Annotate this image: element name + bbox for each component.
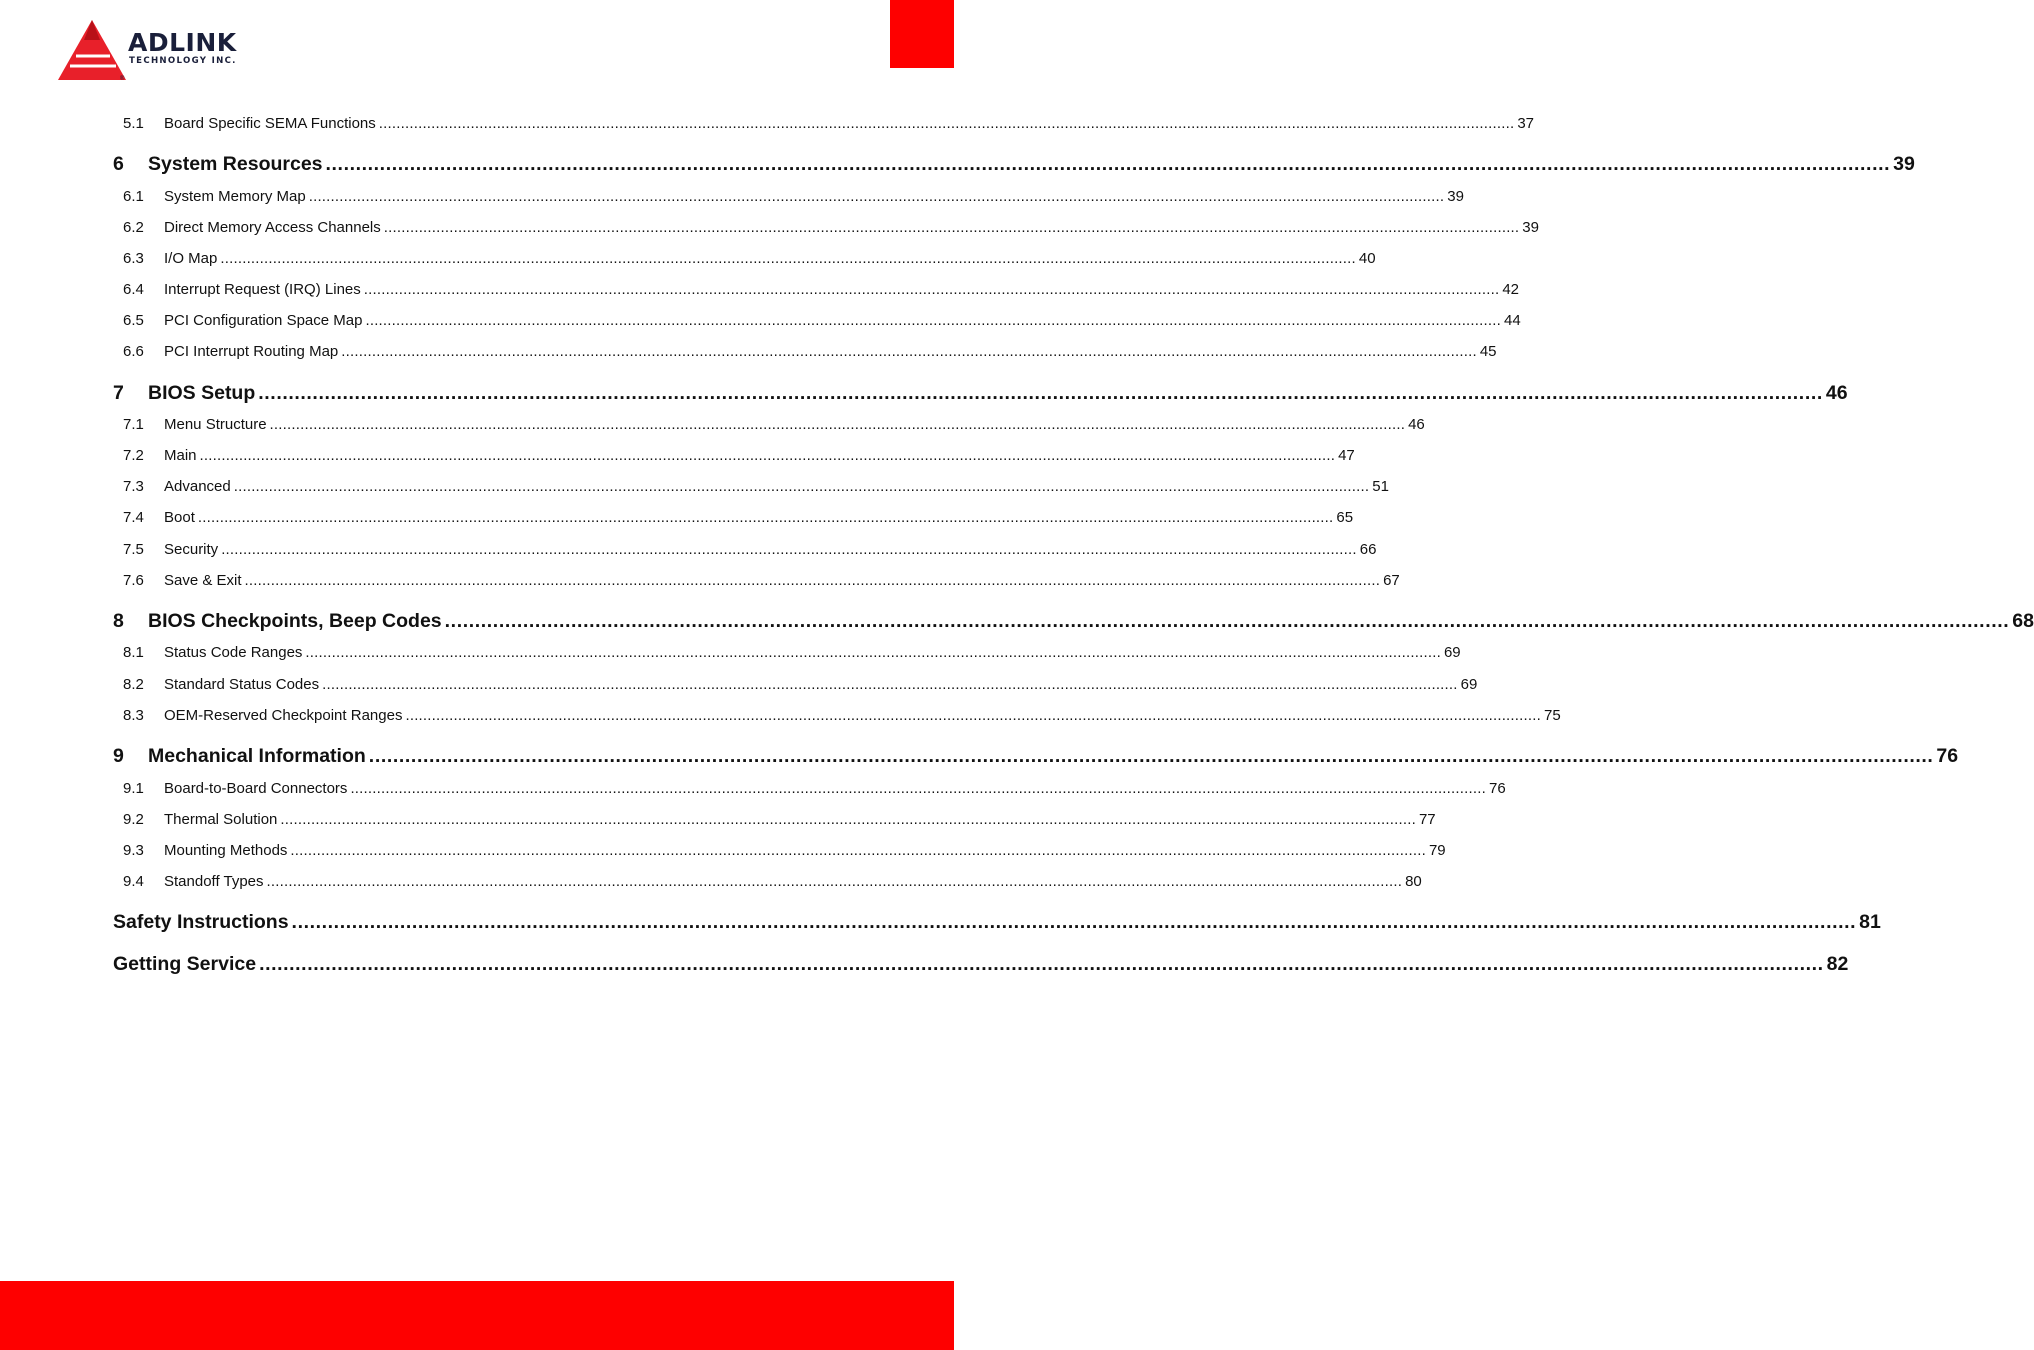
toc-dot-leader: .................................................................................................................................................................................................................................................................... [444, 610, 2010, 632]
toc-section-entry[interactable] [113, 675, 1478, 695]
toc-section-entry[interactable] [113, 218, 1539, 238]
toc-dot-leader: .................................................................................................................................................................................................................................................................... [259, 953, 1824, 975]
toc-section-entry[interactable] [113, 249, 1376, 269]
toc-entry-number: 8.3 [123, 707, 144, 724]
toc-entry-number: 6 [113, 153, 124, 175]
toc-page-number: 39 [1447, 188, 1464, 205]
toc-page-number: 82 [1826, 953, 1849, 975]
toc-entry-title: Board-to-Board Connectors [164, 780, 348, 797]
toc-entry-number: 7.6 [123, 572, 144, 589]
toc-entry-number: 9 [113, 745, 124, 767]
toc-entry-number: 7 [113, 382, 124, 404]
toc-entry-number: 7.2 [123, 447, 144, 464]
toc-page-number: 67 [1383, 572, 1400, 589]
toc-page-number: 45 [1479, 343, 1497, 360]
corner-tab [890, 0, 954, 68]
toc-dot-leader: .................................................................................................................................................................................................................................................................... [368, 745, 1934, 767]
toc-dot-leader: .................................................................................................................................................................................................................................................................... [405, 707, 1541, 724]
toc-page-number: 37 [1517, 115, 1534, 132]
toc-page-number: 51 [1372, 478, 1389, 495]
toc-dot-leader: .................................................................................................................................................................................................................................................................... [378, 115, 1515, 132]
toc-section-entry[interactable] [113, 508, 1354, 528]
toc-page-number: 68 [2012, 610, 2034, 632]
toc-entry-title: Mounting Methods [164, 842, 288, 859]
logo-subtitle: TECHNOLOGY INC. [129, 56, 237, 66]
toc-section-entry[interactable] [113, 415, 1425, 435]
toc-section-entry[interactable] [113, 540, 1377, 560]
toc-entry-title: Save & Exit [164, 572, 242, 589]
toc-entry-title: Standoff Types [164, 873, 264, 890]
toc-dot-leader: .................................................................................................................................................................................................................................................................... [322, 676, 1458, 693]
toc-dot-leader: .................................................................................................................................................................................................................................................................... [341, 343, 1477, 360]
toc-entry-number: 8 [113, 610, 124, 632]
toc-dot-leader: .................................................................................................................................................................................................................................................................... [258, 382, 1823, 404]
toc-section-entry[interactable] [113, 779, 1506, 799]
toc-entry-number: 6.1 [123, 188, 144, 205]
toc-dot-leader: .................................................................................................................................................................................................................................................................... [199, 447, 1336, 464]
toc-page-number: 44 [1504, 312, 1521, 329]
toc-dot-leader: .................................................................................................................................................................................................................................................................... [197, 509, 1334, 526]
toc-section-entry[interactable] [113, 643, 1461, 663]
toc-entry-title: Security [164, 541, 219, 558]
adlink-logo [56, 18, 276, 86]
toc-dot-leader: .................................................................................................................................................................................................................................................................... [244, 572, 1381, 589]
toc-section-entry[interactable] [113, 187, 1464, 207]
toc-entry-number: 6.2 [123, 219, 144, 236]
toc-entry-title: Mechanical Information [148, 745, 366, 767]
toc-dot-leader: .................................................................................................................................................................................................................................................................... [233, 478, 1370, 495]
toc-dot-leader: .................................................................................................................................................................................................................................................................... [363, 281, 1500, 298]
toc-entry-title: BIOS Setup [148, 382, 256, 404]
toc-page-number: 69 [1443, 644, 1461, 661]
toc-chapter-entry[interactable] [113, 380, 1848, 406]
toc-dot-leader: .................................................................................................................................................................................................................................................................... [325, 153, 1891, 175]
toc-entry-title: BIOS Checkpoints, Beep Codes [148, 610, 442, 632]
toc-page-number: 75 [1544, 707, 1561, 724]
toc-entry-title: Getting Service [113, 953, 257, 975]
toc-page-number: 79 [1428, 842, 1446, 859]
toc-section-entry[interactable] [113, 280, 1519, 300]
toc-entry-title: I/O Map [164, 250, 218, 267]
toc-entry-number: 7.3 [123, 478, 144, 495]
toc-entry-title: Safety Instructions [113, 911, 289, 933]
toc-entry-number: 9.2 [123, 811, 144, 828]
toc-entry-title: Advanced [164, 478, 231, 495]
toc-entry-title: Menu Structure [164, 416, 267, 433]
footer-bar [0, 1281, 954, 1350]
toc-section-entry[interactable] [113, 446, 1355, 466]
toc-page-number: 39 [1893, 153, 1915, 175]
toc-page-number: 46 [1825, 382, 1848, 404]
toc-dot-leader: .................................................................................................................................................................................................................................................................... [280, 811, 1416, 828]
toc-page-number: 46 [1408, 416, 1425, 433]
toc-entry-number: 6.5 [123, 312, 144, 329]
toc-entry-title: Main [164, 447, 197, 464]
toc-page-number: 76 [1936, 745, 1959, 767]
toc-page-number: 80 [1405, 873, 1422, 890]
toc-entry-number: 8.1 [123, 644, 144, 661]
toc-section-entry[interactable] [113, 571, 1400, 591]
toc-page-number: 47 [1338, 447, 1355, 464]
toc-section-entry[interactable] [113, 477, 1389, 497]
toc-dot-leader: .................................................................................................................................................................................................................................................................... [365, 312, 1501, 329]
toc-section-entry[interactable] [113, 311, 1521, 331]
toc-page-number: 76 [1488, 780, 1506, 797]
logo-triangle-icon [56, 18, 128, 86]
toc-entry-number: 8.2 [123, 676, 144, 693]
toc-entry-number: 6.6 [123, 343, 144, 360]
toc-page-number: 77 [1418, 811, 1436, 828]
toc-section-entry[interactable] [113, 810, 1436, 830]
toc-entry-title: Direct Memory Access Channels [164, 219, 381, 236]
toc-entry-number: 9.4 [123, 873, 144, 890]
toc-dot-leader: .................................................................................................................................................................................................................................................................... [269, 416, 1406, 433]
toc-entry-title: Standard Status Codes [164, 676, 320, 693]
toc-entry-number: 9.3 [123, 842, 144, 859]
logo-registered-mark: ® [120, 76, 125, 82]
toc-entry-number: 7.1 [123, 416, 144, 433]
toc-entry-title: Boot [164, 509, 195, 526]
toc-entry-title: Board Specific SEMA Functions [164, 115, 376, 132]
toc-entry-number: 7.4 [123, 509, 144, 526]
toc-dot-leader: .................................................................................................................................................................................................................................................................... [350, 780, 1486, 797]
toc-section-entry[interactable] [113, 706, 1561, 726]
toc-chapter-entry[interactable] [113, 743, 1959, 769]
toc-page-number: 66 [1359, 541, 1377, 558]
logo-wordmark: ADLINK [128, 28, 237, 57]
toc-entry-title: OEM-Reserved Checkpoint Ranges [164, 707, 403, 724]
toc-section-entry[interactable] [113, 342, 1497, 362]
toc-dot-leader: .................................................................................................................................................................................................................................................................... [291, 911, 1857, 933]
toc-page-number: 81 [1859, 911, 1881, 933]
toc-entry-number: 7.5 [123, 541, 144, 558]
toc-entry-title: Thermal Solution [164, 811, 278, 828]
toc-entry-title: PCI Interrupt Routing Map [164, 343, 339, 360]
toc-chapter-entry[interactable] [113, 608, 2034, 634]
toc-section-entry[interactable] [113, 841, 1446, 861]
toc-page-number: 39 [1522, 219, 1539, 236]
toc-page-number: 65 [1336, 509, 1354, 526]
toc-section-entry[interactable] [113, 872, 1422, 892]
toc-dot-leader: .................................................................................................................................................................................................................................................................... [305, 644, 1441, 661]
toc-entry-title: System Resources [148, 153, 323, 175]
toc-entry-number: 9.1 [123, 780, 144, 797]
toc-entry-number: 5.1 [123, 115, 144, 132]
toc-dot-leader: .................................................................................................................................................................................................................................................................... [383, 219, 1520, 236]
toc-entry-title: PCI Configuration Space Map [164, 312, 363, 329]
toc-dot-leader: .................................................................................................................................................................................................................................................................... [308, 188, 1445, 205]
toc-chapter-entry[interactable] [113, 951, 1849, 977]
toc-entry-title: Interrupt Request (IRQ) Lines [164, 281, 361, 298]
toc-dot-leader: .................................................................................................................................................................................................................................................................... [221, 541, 1357, 558]
toc-dot-leader: .................................................................................................................................................................................................................................................................... [220, 250, 1356, 267]
toc-dot-leader: .................................................................................................................................................................................................................................................................... [290, 842, 1426, 859]
toc-chapter-entry[interactable] [113, 151, 1915, 177]
toc-section-entry[interactable] [113, 114, 1534, 134]
toc-page-number: 40 [1358, 250, 1376, 267]
toc-entry-title: System Memory Map [164, 188, 306, 205]
toc-entry-title: Status Code Ranges [164, 644, 303, 661]
toc-entry-number: 6.4 [123, 281, 144, 298]
toc-chapter-entry[interactable] [113, 909, 1881, 935]
toc-page-number: 69 [1460, 676, 1478, 693]
toc-page-number: 42 [1502, 281, 1519, 298]
toc-entry-number: 6.3 [123, 250, 144, 267]
toc-dot-leader: .................................................................................................................................................................................................................................................................... [266, 873, 1403, 890]
